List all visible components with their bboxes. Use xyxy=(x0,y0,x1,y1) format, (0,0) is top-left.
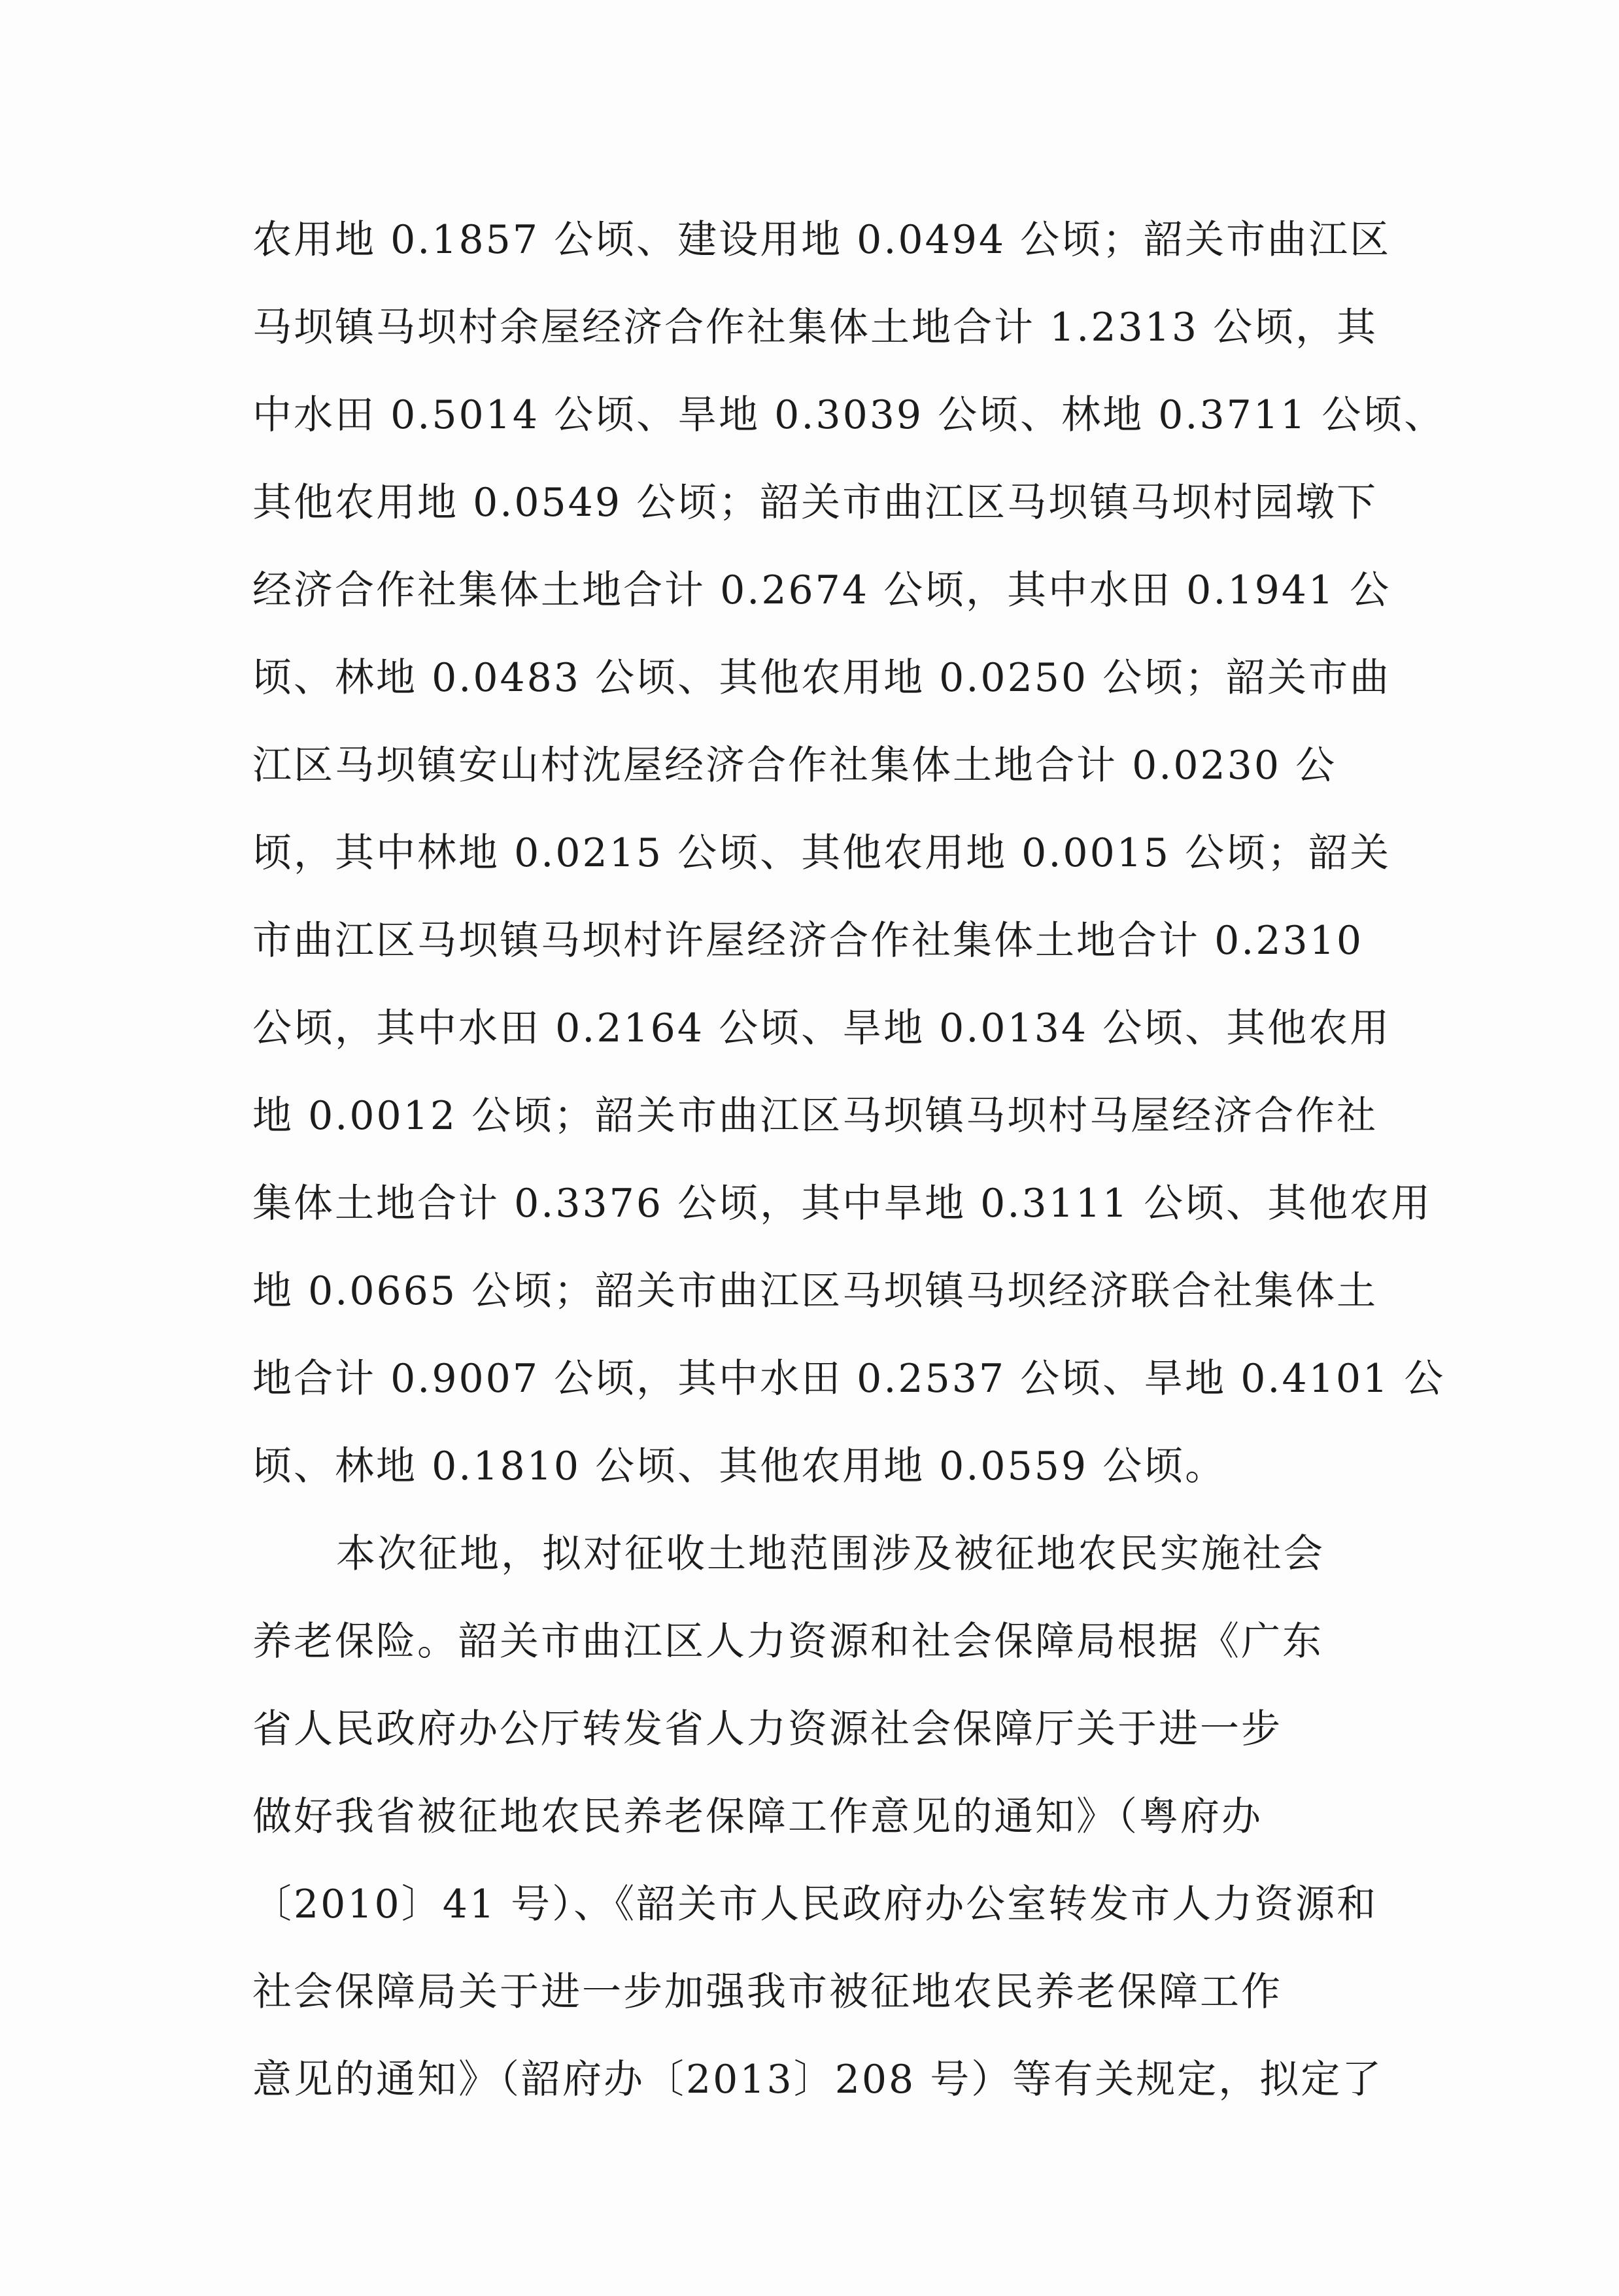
text-line: 地 0.0665 公顷；韶关市曲江区马坝镇马坝经济联合社集体土 xyxy=(252,1268,1378,1314)
text-line: 地合计 0.9007 公顷，其中水田 0.2537 公顷、旱地 0.4101 公 xyxy=(252,1356,1446,1402)
text-line: 本次征地，拟对征收土地范围涉及被征地农民实施社会 xyxy=(336,1531,1325,1577)
text-line: 集体土地合计 0.3376 公顷，其中旱地 0.3111 公顷、其他农用 xyxy=(252,1181,1433,1226)
text-line: 顷、林地 0.0483 公顷、其他农用地 0.0250 公顷；韶关市曲 xyxy=(252,655,1391,701)
text-line: 马坝镇马坝村余屋经济合作社集体土地合计 1.2313 公顷，其 xyxy=(252,305,1378,350)
text-line: 省人民政府办公厅转发省人力资源社会保障厅关于进一步 xyxy=(252,1706,1282,1752)
text-line: 农用地 0.1857 公顷、建设用地 0.0494 公顷；韶关市曲江区 xyxy=(252,217,1391,263)
paragraph-1 xyxy=(252,196,1446,1510)
paragraph-2 xyxy=(252,1510,1384,2123)
text-line: 江区马坝镇安山村沈屋经济合作社集体土地合计 0.0230 公 xyxy=(252,743,1337,788)
text-line: 养老保险。韶关市曲江区人力资源和社会保障局根据《广东 xyxy=(252,1619,1323,1664)
text-line: 〔2010〕41 号）、《韶关市人民政府办公室转发市人力资源和 xyxy=(252,1882,1378,1927)
text-line: 意见的通知》（韶府办〔2013〕208 号）等有关规定，拟定了 xyxy=(252,2057,1384,2102)
text-line: 市曲江区马坝镇马坝村许屋经济合作社集体土地合计 0.2310 xyxy=(252,918,1364,964)
text-line: 其他农用地 0.0549 公顷；韶关市曲江区马坝镇马坝村园墩下 xyxy=(252,480,1378,526)
text-line: 做好我省被征地农民养老保障工作意见的通知》（粤府办 xyxy=(252,1794,1263,1840)
text-line: 地 0.0012 公顷；韶关市曲江区马坝镇马坝村马屋经济合作社 xyxy=(252,1093,1378,1139)
text-line: 社会保障局关于进一步加强我市被征地农民养老保障工作 xyxy=(252,1969,1282,2015)
text-line: 中水田 0.5014 公顷、旱地 0.3039 公顷、林地 0.3711 公顷、 xyxy=(252,392,1446,438)
text-line: 顷、林地 0.1810 公顷、其他农用地 0.0559 公顷。 xyxy=(252,1443,1227,1489)
text-line: 经济合作社集体土地合计 0.2674 公顷，其中水田 0.1941 公 xyxy=(252,567,1391,613)
text-line: 顷，其中林地 0.0215 公顷、其他农用地 0.0015 公顷；韶关 xyxy=(252,830,1391,876)
text-line: 公顷，其中水田 0.2164 公顷、旱地 0.0134 公顷、其他农用 xyxy=(252,1005,1391,1051)
body-text xyxy=(252,196,1446,2123)
